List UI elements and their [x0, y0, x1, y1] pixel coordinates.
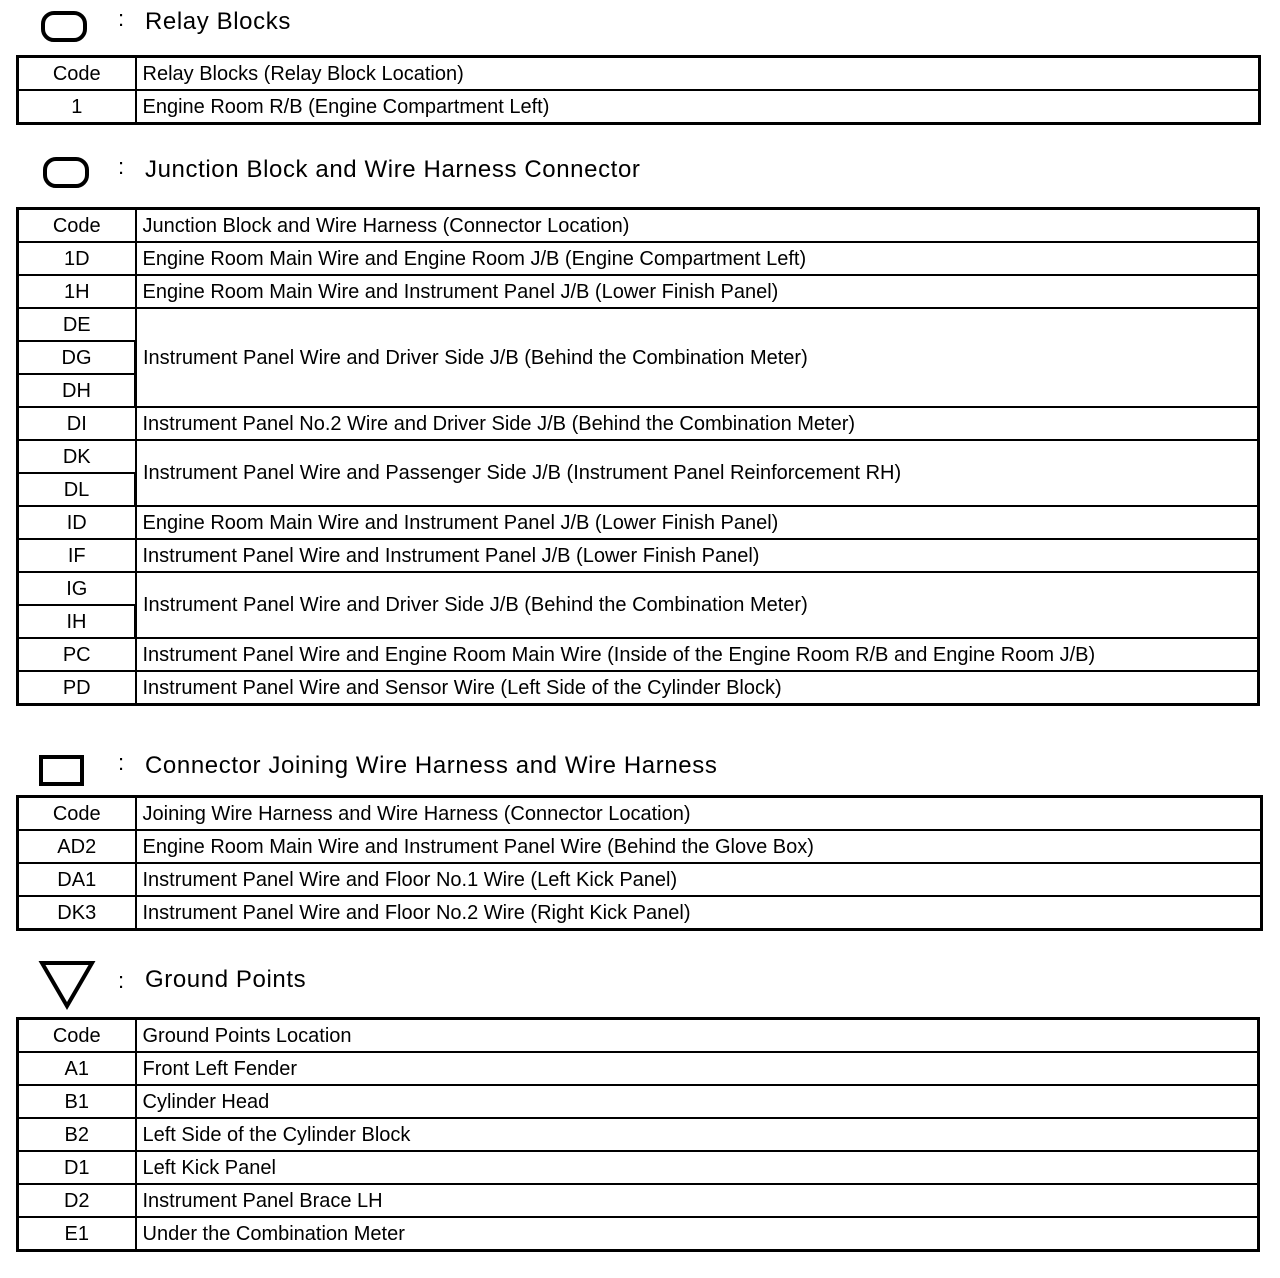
table-row — [18, 1151, 1259, 1184]
table-row — [18, 638, 1259, 671]
code-cell: D1 — [18, 1151, 136, 1184]
table-row — [18, 407, 1259, 440]
table-row — [18, 242, 1259, 275]
ground-points-heading — [0, 958, 1280, 1010]
location-cell: Instrument Panel Wire and Floor No.1 Wire (Left Kick Panel) — [136, 863, 1262, 896]
code-cell: A1 — [18, 1052, 136, 1085]
table-row — [18, 863, 1262, 896]
table-row — [18, 572, 1259, 605]
code-header: Code — [18, 797, 136, 831]
location-header: Ground Points Location — [136, 1019, 1259, 1053]
location-cell: Left Kick Panel — [136, 1151, 1259, 1184]
code-cell: E1 — [18, 1217, 136, 1251]
code-header: Code — [18, 57, 136, 91]
location-cell: Engine Room Main Wire and Instrument Panel J/B (Lower Finish Panel) — [136, 506, 1259, 539]
code-cell: D2 — [18, 1184, 136, 1217]
section-title: Junction Block and Wire Harness Connector — [145, 156, 641, 183]
section-title: Connector Joining Wire Harness and Wire Harness — [145, 752, 718, 779]
location-cell: Cylinder Head — [136, 1085, 1259, 1118]
location-cell: Instrument Panel Wire and Passenger Side J/B (Instrument Panel Reinforcement RH) — [136, 440, 1259, 506]
table-row — [18, 671, 1259, 705]
table-row — [18, 440, 1259, 473]
table-header-row — [18, 797, 1262, 831]
junction-block-heading — [0, 154, 1280, 194]
junction-block-table — [16, 207, 1260, 706]
code-cell: DA1 — [18, 863, 136, 896]
code-cell: 1 — [18, 90, 136, 124]
table-row — [18, 1217, 1259, 1251]
rounded-rect-icon — [42, 156, 90, 190]
location-cell: Engine Room Main Wire and Instrument Panel Wire (Behind the Glove Box) — [136, 830, 1262, 863]
relay-blocks-heading — [0, 6, 1280, 46]
section-title: Ground Points — [145, 966, 307, 993]
location-header: Relay Blocks (Relay Block Location) — [136, 57, 1260, 91]
code-cell: 1H — [18, 275, 136, 308]
ground-points-table — [16, 1017, 1260, 1252]
separator: : — [118, 968, 125, 993]
code-cell: DG — [18, 341, 136, 374]
table-row — [18, 1118, 1259, 1151]
code-cell: PD — [18, 671, 136, 705]
separator: : — [118, 750, 125, 775]
table-row — [18, 1184, 1259, 1217]
separator: : — [118, 154, 125, 179]
location-cell: Under the Combination Meter — [136, 1217, 1259, 1251]
location-cell: Instrument Panel Wire and Floor No.2 Wire (Right Kick Panel) — [136, 896, 1262, 930]
separator: : — [118, 6, 125, 31]
table-header-row — [18, 209, 1259, 243]
table-header-row — [18, 57, 1260, 91]
table-row — [18, 275, 1259, 308]
table-row — [18, 90, 1260, 124]
location-cell: Engine Room R/B (Engine Compartment Left) — [136, 90, 1260, 124]
location-cell: Instrument Panel Wire and Engine Room Main Wire (Inside of the Engine Room R/B and Engine Room J/B) — [136, 638, 1259, 671]
code-cell: DK — [18, 440, 136, 473]
code-cell: DI — [18, 407, 136, 440]
location-cell: Instrument Panel Wire and Driver Side J/B (Behind the Combination Meter) — [136, 572, 1259, 638]
square-rect-icon — [38, 754, 86, 788]
table-row — [18, 830, 1262, 863]
code-cell: ID — [18, 506, 136, 539]
code-cell: IH — [18, 605, 136, 638]
table-row — [18, 308, 1259, 341]
table-row — [18, 506, 1259, 539]
code-cell: IG — [18, 572, 136, 605]
location-cell: Instrument Panel Wire and Instrument Panel J/B (Lower Finish Panel) — [136, 539, 1259, 572]
location-cell: Instrument Panel No.2 Wire and Driver Side J/B (Behind the Combination Meter) — [136, 407, 1259, 440]
code-cell: 1D — [18, 242, 136, 275]
code-cell: B1 — [18, 1085, 136, 1118]
location-header: Joining Wire Harness and Wire Harness (Connector Location) — [136, 797, 1262, 831]
location-cell: Engine Room Main Wire and Engine Room J/B (Engine Compartment Left) — [136, 242, 1259, 275]
table-row — [18, 1085, 1259, 1118]
connector-heading — [0, 750, 1280, 790]
location-cell: Instrument Panel Wire and Sensor Wire (Left Side of the Cylinder Block) — [136, 671, 1259, 705]
location-cell: Front Left Fender — [136, 1052, 1259, 1085]
code-header: Code — [18, 1019, 136, 1053]
connector-table — [16, 795, 1263, 931]
code-cell: DL — [18, 473, 136, 506]
relay-blocks-table — [16, 55, 1261, 125]
table-header-row — [18, 1019, 1259, 1053]
location-header: Junction Block and Wire Harness (Connector Location) — [136, 209, 1259, 243]
code-cell: AD2 — [18, 830, 136, 863]
table-row — [18, 896, 1262, 930]
code-cell: DK3 — [18, 896, 136, 930]
code-cell: IF — [18, 539, 136, 572]
code-cell: DE — [18, 308, 136, 341]
code-cell: DH — [18, 374, 136, 407]
location-cell: Instrument Panel Brace LH — [136, 1184, 1259, 1217]
code-header: Code — [18, 209, 136, 243]
code-cell: B2 — [18, 1118, 136, 1151]
code-cell: PC — [18, 638, 136, 671]
table-row — [18, 539, 1259, 572]
section-title: Relay Blocks — [145, 8, 291, 35]
location-cell: Engine Room Main Wire and Instrument Panel J/B (Lower Finish Panel) — [136, 275, 1259, 308]
location-cell: Left Side of the Cylinder Block — [136, 1118, 1259, 1151]
rounded-rect-icon — [40, 10, 88, 44]
location-cell: Instrument Panel Wire and Driver Side J/B (Behind the Combination Meter) — [136, 308, 1259, 407]
down-triangle-icon — [38, 958, 96, 1010]
table-row — [18, 1052, 1259, 1085]
